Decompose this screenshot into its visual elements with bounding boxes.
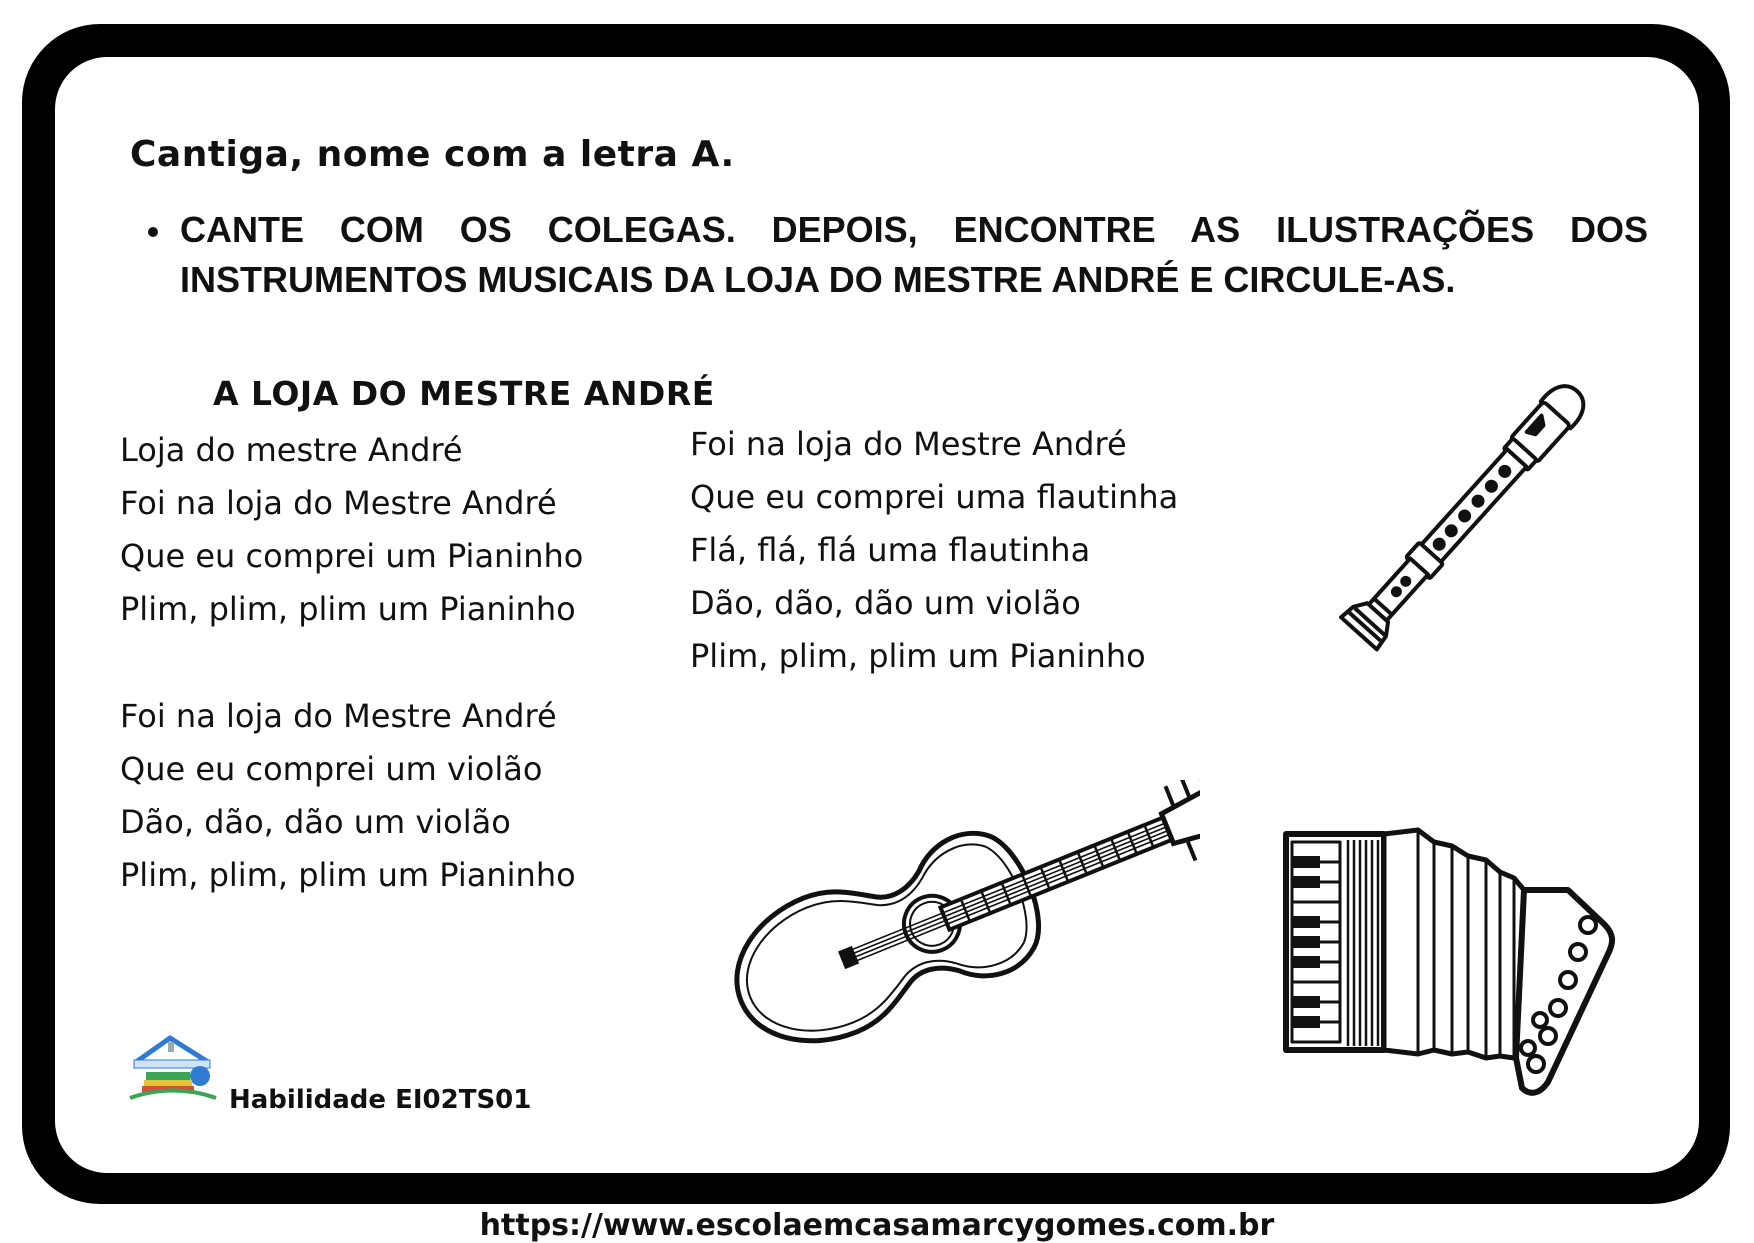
verse-line: Que eu comprei um Pianinho (120, 537, 584, 575)
verse-line: Dão, dão, dão um violão (120, 803, 511, 841)
verse-line: Que eu comprei uma flautinha (690, 478, 1179, 516)
website-url: https://www.escolaemcasamarcygomes.com.br (479, 1208, 1275, 1243)
verse-2 (120, 690, 576, 902)
verse-3 (690, 418, 1178, 683)
verse-line: Plim, plim, plim um Pianinho (690, 637, 1146, 675)
verse-line: Foi na loja do Mestre André (690, 425, 1127, 463)
accordion-icon (1278, 820, 1638, 1100)
verse-line: Flá, flá, flá uma flautinha (690, 531, 1091, 569)
instruction-list (148, 205, 1648, 305)
verse-line: Dão, dão, dão um violão (690, 584, 1081, 622)
verse-line: Foi na loja do Mestre André (120, 697, 557, 735)
verse-1 (120, 424, 583, 636)
school-logo (128, 1032, 218, 1106)
verse-line: Que eu comprei um violão (120, 750, 543, 788)
recorder-flute-icon (1290, 340, 1650, 680)
skill-code: Habilidade EI02TS01 (229, 1085, 532, 1115)
song-title: A LOJA DO MESTRE ANDRÉ (213, 374, 715, 413)
activity-title: Cantiga, nome com a letra A. (130, 134, 735, 175)
verse-line: Plim, plim, plim um Pianinho (120, 856, 576, 894)
verse-line: Foi na loja do Mestre André (120, 484, 557, 522)
instruction-text: CANTE COM OS COLEGAS. DEPOIS, ENCONTRE AS ILUSTRAÇÕES DOS INSTRUMENTOS MUSICAIS DA LOJA DO MESTRE ANDRÉ E CIRCULE-AS. (148, 205, 1648, 305)
guitar-icon (680, 780, 1200, 1060)
verse-line: Loja do mestre André (120, 431, 463, 469)
verse-line: Plim, plim, plim um Pianinho (120, 590, 576, 628)
